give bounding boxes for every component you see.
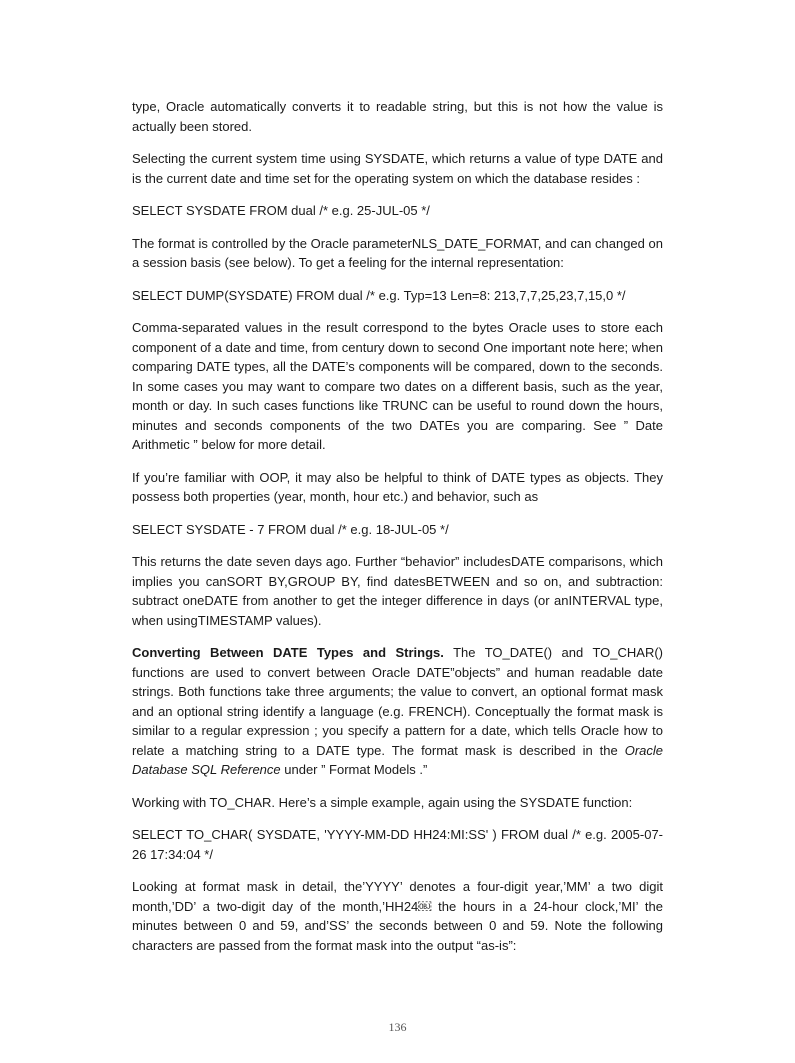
section-heading-converting: Converting Between DATE Types and Strings. xyxy=(132,645,444,660)
paragraph-to-char: Working with TO_CHAR. Here’s a simple example, again using the SYSDATE function: xyxy=(132,794,633,810)
paragraph-sysdate-intro: Selecting the current system time using SYSDATE, which returns a value of type DATE and is the current date and time set for the operating system on which the database resides : xyxy=(132,151,663,186)
paragraph-behavior: This returns the date seven days ago. Further “behavior” includesDATE comparisons, which implies you canSORT BY,GROUP BY, find datesBETWEEN and so on, and subtraction: subtract oneDATE from another to get the integer difference in days (or anINTERVAL type, when usingTIMESTAMP values). xyxy=(132,554,663,628)
page-number: 136 xyxy=(388,1020,407,1034)
code-select-sysdate: SELECT SYSDATE FROM dual /* e.g. 25-JUL-05 */ xyxy=(132,203,430,218)
code-select-sysdate-minus: SELECT SYSDATE - 7 FROM dual /* e.g. 18-JUL-05 */ xyxy=(132,521,449,537)
reference-title: Oracle Database SQL Reference xyxy=(132,742,663,777)
converting-tail: under ” Format Models .” xyxy=(280,762,428,777)
code-select-dump: SELECT DUMP(SYSDATE) FROM dual /* e.g. Typ=13 Len=8: 213,7,7,25,23,7,15,0 */ xyxy=(132,287,626,303)
paragraph-format-control: The format is controlled by the Oracle parameterNLS_DATE_FORMAT, and can changed on a session basis (see below). To get a feeling for the internal representation: xyxy=(132,235,663,270)
converting-body: The TO_DATE() and TO_CHAR() functions are used to convert between Oracle DATE”objects” and human readable date strings. Both functions take three arguments; the value to convert, an optional format mask and an optional string identify a language (e.g. FRENCH). Conceptually the format mask is similar to a regular expression ; you specify a pattern for a date, which tells Oracle how to relate a matching string to a DATE type. The format mask is described in the xyxy=(132,645,663,758)
paragraph-oop: If you’re familiar with OOP, it may also be helpful to think of DATE types as objects. They possess both properties (year, month, hour etc.) and behavior, such as xyxy=(132,469,663,504)
paragraph-converting xyxy=(132,643,663,780)
code-select-to-char: SELECT TO_CHAR( SYSDATE, 'YYYY-MM-DD HH24:MI:SS' ) FROM dual /* e.g. 2005-07-26 17:34:04 */ xyxy=(132,827,663,862)
page-body xyxy=(132,97,663,968)
paragraph-comma-values: Comma-separated values in the result correspond to the bytes Oracle uses to store each component of a date and time, from century down to second One important note here; when comparing DATE types, all the DATE’s components will be compared, down to the seconds. In some cases you may want to compare two dates on a different basis, such as the year, month or day. In such cases functions like TRUNC can be useful to round down the hours, minutes and seconds components of the two DATEs you are comparing. See ” Date Arithmetic ” below for more detail. xyxy=(132,320,663,452)
paragraph-format-mask: Looking at format mask in detail, the’YYYY’ denotes a four-digit year,’MM’ a two digit month,’DD’ a two-digit day of the month,’HH24￼ the hours in a 24-hour clock,’MI’ the minutes between 0 and 59, and’SS’ the seconds between 0 and 59. Note the following characters are passed from the format mask into the output “as-is”: xyxy=(132,879,663,953)
paragraph-storage-note: type, Oracle automatically converts it to readable string, but this is not how the value is actually been stored. xyxy=(132,99,663,134)
